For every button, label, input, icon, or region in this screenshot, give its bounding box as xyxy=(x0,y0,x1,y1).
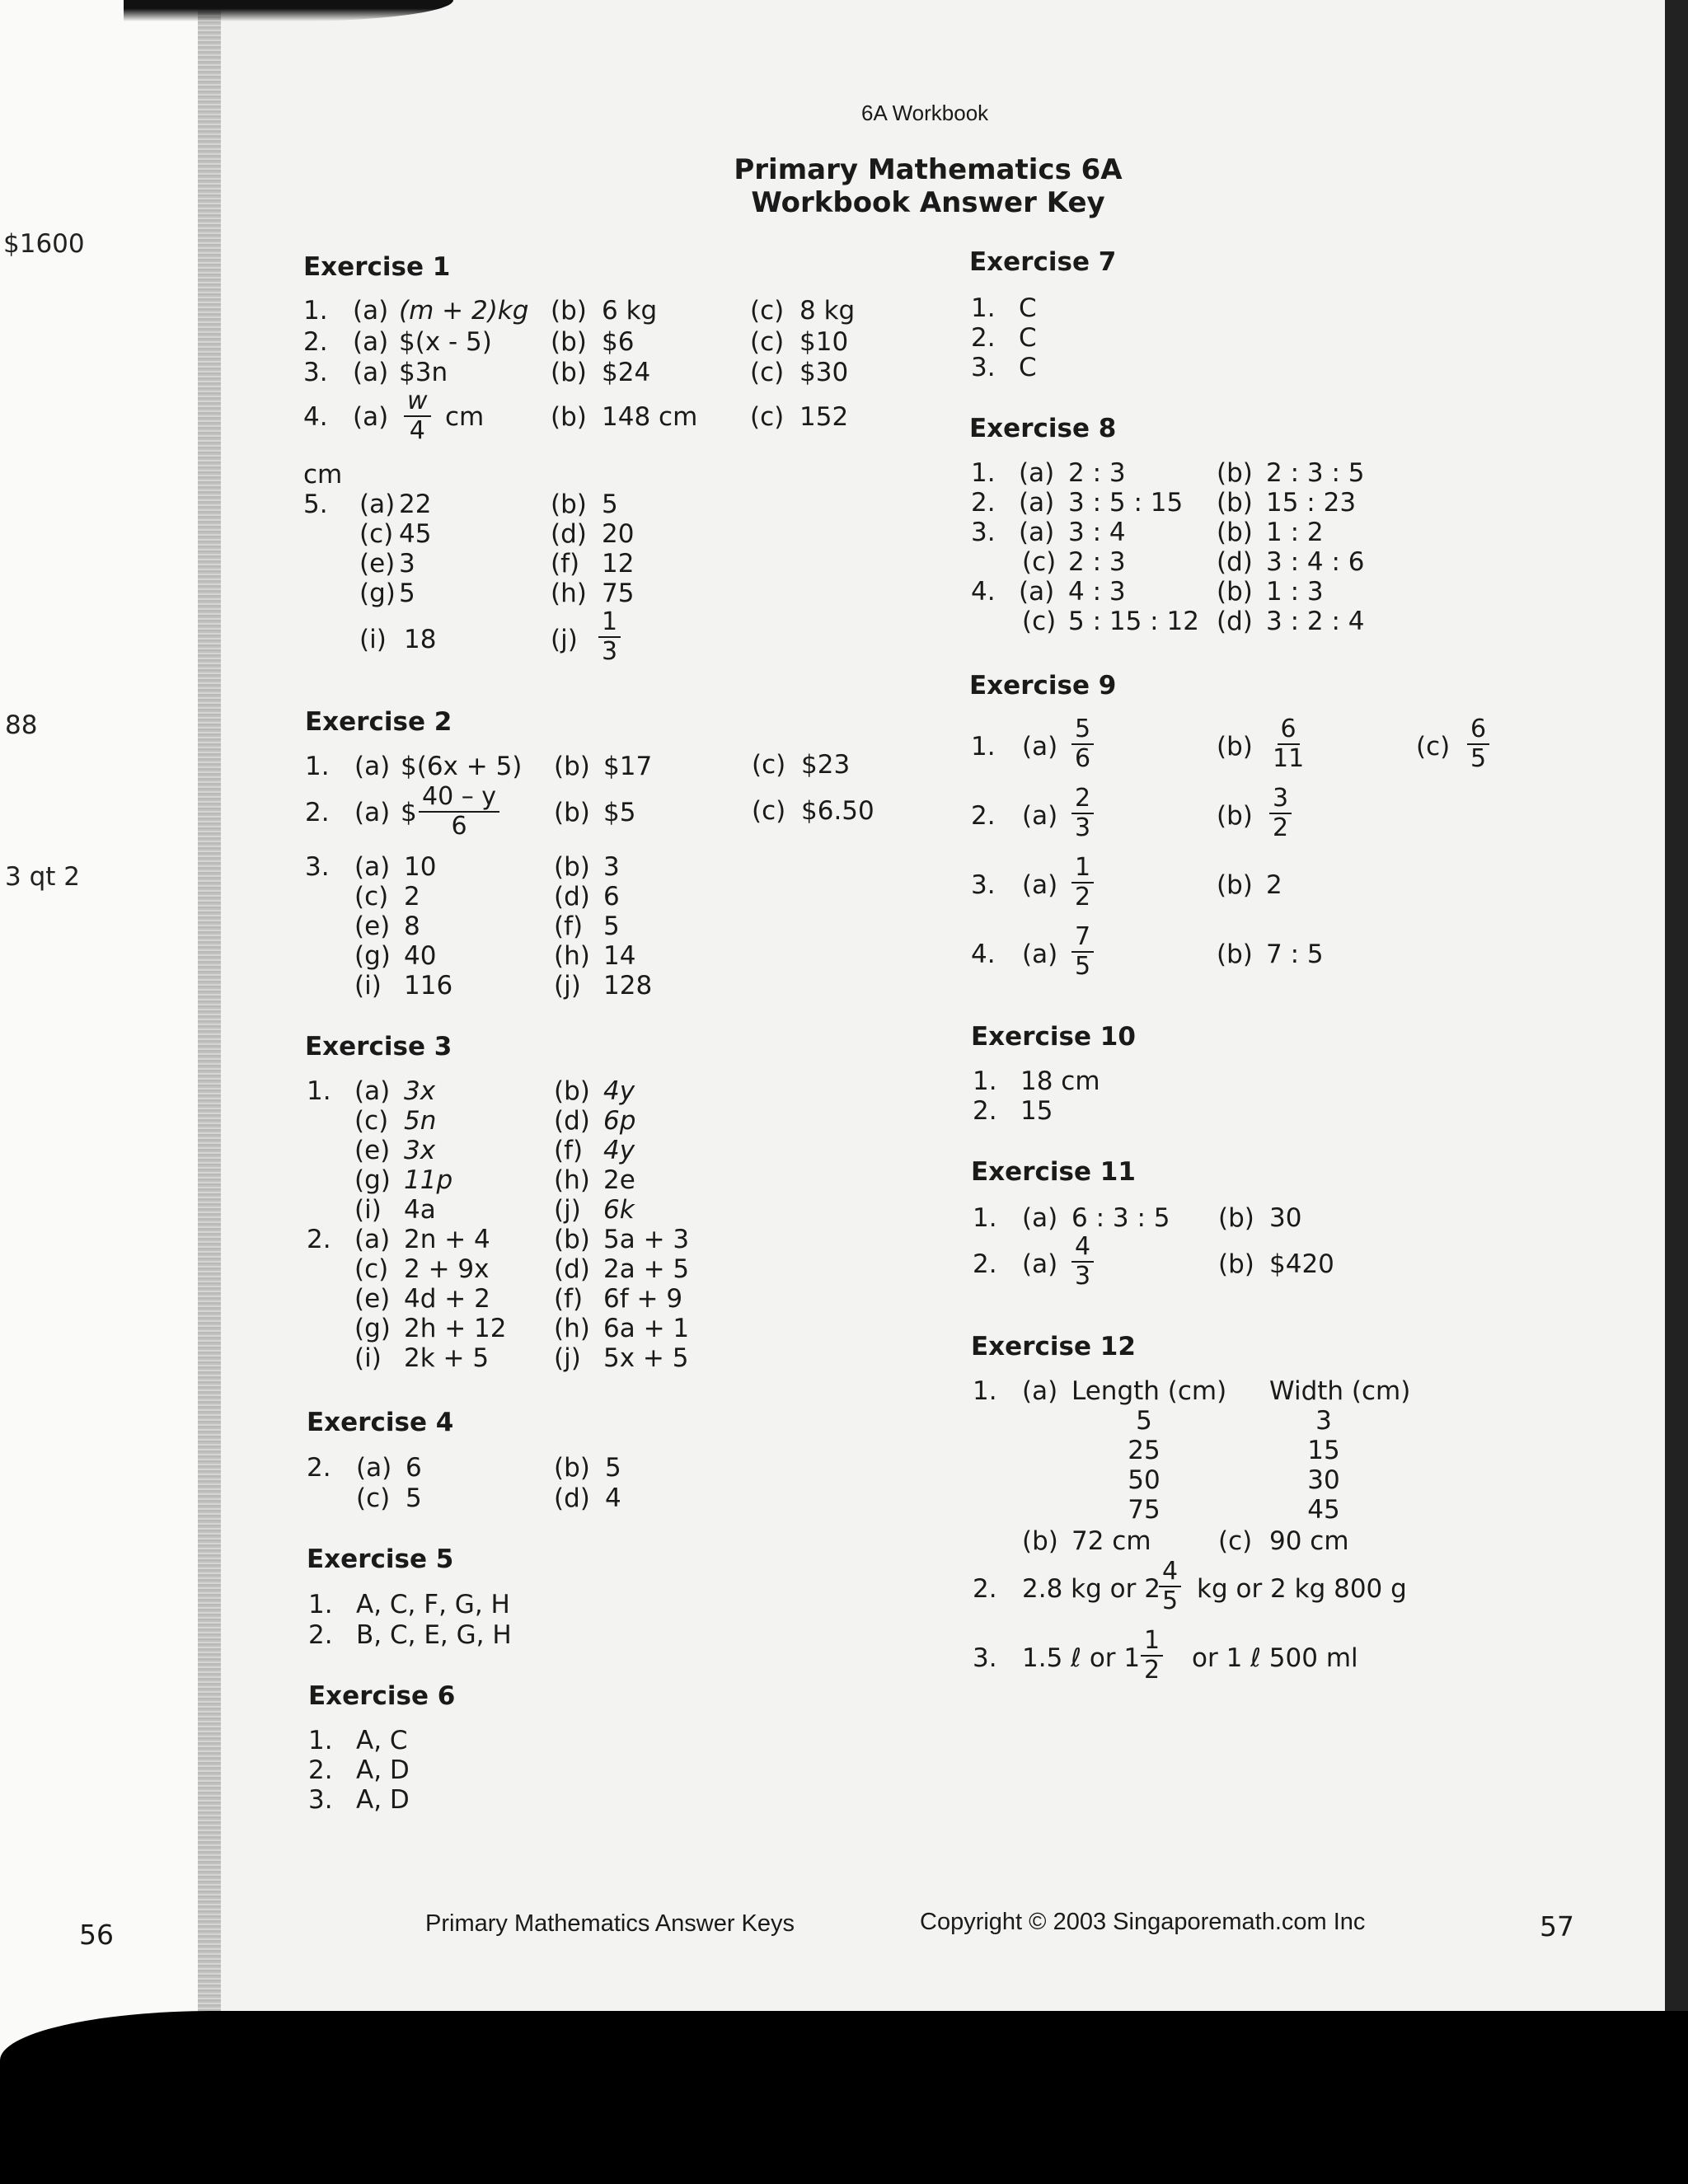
answer: $(6x + 5) xyxy=(401,752,523,781)
item-number: 1. xyxy=(971,293,996,323)
answer: A, D xyxy=(356,1785,410,1815)
answer: 40 xyxy=(404,941,437,971)
part-label: (i) xyxy=(354,1343,382,1373)
part-label: (a) xyxy=(354,752,391,781)
answer: 30 xyxy=(1269,1203,1302,1233)
answer: A, D xyxy=(356,1755,410,1785)
part-label: (f) xyxy=(554,1284,584,1314)
part-label: (b) xyxy=(551,296,587,326)
table-cell: 3 xyxy=(1315,1406,1332,1436)
part-label: (a) xyxy=(1022,1376,1058,1406)
part-label: (a) xyxy=(1022,732,1058,762)
unit: cm xyxy=(445,402,485,432)
answer: 5 xyxy=(602,490,618,519)
answer: 4 : 3 xyxy=(1068,577,1126,607)
answer: 5 xyxy=(406,1483,422,1513)
numerator: 7 xyxy=(1071,923,1094,953)
part-label: (a) xyxy=(1019,518,1055,547)
answer: 6f + 9 xyxy=(603,1284,683,1314)
answer: 6 xyxy=(603,882,620,912)
previous-page-strip xyxy=(0,0,198,2060)
exercise-heading: Exercise 9 xyxy=(969,671,1117,701)
part-label: (f) xyxy=(551,549,580,579)
copyright: Copyright © 2003 Singaporemath.com Inc xyxy=(920,1909,1366,1935)
item-number: 2. xyxy=(973,1574,997,1604)
answer: 2a + 5 xyxy=(603,1254,690,1284)
part-label: (b) xyxy=(554,798,590,827)
fraction xyxy=(1141,1627,1163,1685)
answer: 2n + 4 xyxy=(404,1225,490,1254)
exercise-heading: Exercise 12 xyxy=(971,1332,1136,1361)
answer: 18 cm xyxy=(1020,1066,1100,1096)
denominator: 11 xyxy=(1273,744,1305,773)
exercise-heading: Exercise 10 xyxy=(971,1022,1136,1052)
part-label: (b) xyxy=(551,490,587,519)
answer: 2 : 3 xyxy=(1068,458,1126,488)
part-label: (b) xyxy=(551,358,587,387)
part-label: (c) xyxy=(750,358,785,387)
part-label: (g) xyxy=(359,579,396,608)
numerator: 6 xyxy=(1467,715,1489,745)
fraction xyxy=(1071,785,1094,842)
page-number: 57 xyxy=(1540,1910,1574,1943)
part-label: (b) xyxy=(551,402,587,432)
item-number: 2. xyxy=(308,1620,333,1650)
answer: 2e xyxy=(603,1165,635,1195)
answer: 4y xyxy=(603,1076,635,1106)
scan-edge xyxy=(1665,0,1688,2060)
exercise-heading: Exercise 11 xyxy=(971,1157,1136,1187)
prev-page-note: 88 xyxy=(5,710,38,740)
denominator: 6 xyxy=(1075,744,1091,773)
part-label: (a) xyxy=(356,1453,392,1483)
answer: 6 : 3 : 5 xyxy=(1071,1203,1170,1233)
item-number: 1. xyxy=(973,1203,997,1233)
part-label: (b) xyxy=(1218,1249,1254,1279)
exercise-heading: Exercise 4 xyxy=(307,1408,454,1437)
item-number: 2. xyxy=(973,1096,997,1126)
answer: 14 xyxy=(603,941,636,971)
table-cell: 45 xyxy=(1307,1495,1340,1525)
numerator: 6 xyxy=(1278,715,1300,745)
table-cell: 30 xyxy=(1307,1465,1340,1495)
answer: 2 xyxy=(1266,870,1282,900)
part-label: (b) xyxy=(1218,1203,1254,1233)
part-label: (a) xyxy=(1022,801,1058,831)
answer: 3 : 4 xyxy=(1068,518,1126,547)
part-label: (b) xyxy=(1217,458,1253,488)
part-label: (c) xyxy=(356,1483,391,1513)
footer-title: Primary Mathematics Answer Keys xyxy=(425,1910,795,1937)
answer: 2 xyxy=(404,882,420,912)
item-number: 3. xyxy=(973,1643,997,1673)
item-number: 3. xyxy=(303,358,328,387)
answer: 4d + 2 xyxy=(404,1284,490,1314)
denominator: 3 xyxy=(1075,1262,1091,1291)
part-label: (c) xyxy=(750,327,785,357)
answer: 2 : 3 : 5 xyxy=(1266,458,1365,488)
part-label: (a) xyxy=(1022,1203,1058,1233)
table-cell: 25 xyxy=(1128,1436,1160,1465)
answer: 8 xyxy=(404,912,420,941)
part-label: (b) xyxy=(1217,940,1253,969)
part-label: (a) xyxy=(354,852,391,882)
answer: 3 : 4 : 6 xyxy=(1266,547,1365,577)
part-label: (c) xyxy=(752,796,786,826)
answer: 1 : 3 xyxy=(1266,577,1324,607)
answer: $420 xyxy=(1269,1249,1334,1279)
part-label: (a) xyxy=(1022,1249,1058,1279)
denominator: 5 xyxy=(1162,1586,1179,1615)
answer: kg or 2 kg 800 g xyxy=(1197,1574,1407,1604)
fraction xyxy=(1071,1233,1094,1291)
answer: 6a + 1 xyxy=(603,1314,690,1343)
fraction xyxy=(404,387,431,445)
numerator: 4 xyxy=(1071,1233,1094,1263)
part-label: (d) xyxy=(554,1483,590,1513)
part-label: (a) xyxy=(354,798,391,827)
item-number: 1. xyxy=(971,458,996,488)
answer: 90 cm xyxy=(1269,1526,1349,1556)
answer: 2.8 kg or 2 xyxy=(1022,1574,1160,1604)
part-label: (b) xyxy=(554,852,590,882)
part-label: (c) xyxy=(1218,1526,1253,1556)
book-spine xyxy=(198,0,221,2060)
item-number: 2. xyxy=(305,798,330,827)
denominator: 3 xyxy=(1075,813,1091,842)
answer: $10 xyxy=(799,327,849,357)
part-label: (b) xyxy=(1217,801,1253,831)
denominator: 5 xyxy=(1470,744,1487,773)
answer: 20 xyxy=(602,519,635,549)
part-label: (b) xyxy=(1217,518,1253,547)
part-label: (j) xyxy=(554,971,581,1001)
part-label: (b) xyxy=(554,1225,590,1254)
part-label: (g) xyxy=(354,941,391,971)
answer: 4y xyxy=(603,1136,635,1165)
answer: or 1 ℓ 500 ml xyxy=(1192,1643,1358,1673)
numerator: w xyxy=(404,387,431,417)
answer: 5x + 5 xyxy=(603,1343,689,1373)
part-label: (j) xyxy=(554,1343,581,1373)
denominator: 5 xyxy=(1075,952,1091,981)
answer: 2k + 5 xyxy=(404,1343,490,1373)
part-label: (i) xyxy=(354,971,382,1001)
fraction xyxy=(1159,1558,1181,1615)
answer: 75 xyxy=(602,579,635,608)
answer: 2 + 9x xyxy=(404,1254,490,1284)
part-label: (a) xyxy=(1019,577,1055,607)
part-label: (c) xyxy=(750,296,785,326)
numerator: 1 xyxy=(1141,1627,1163,1657)
fraction xyxy=(1467,715,1489,773)
answer: 22 xyxy=(399,490,432,519)
answer: 15 : 23 xyxy=(1266,488,1357,518)
answer: 1 : 2 xyxy=(1266,518,1324,547)
answer: C xyxy=(1019,353,1037,382)
answer: 6p xyxy=(603,1106,636,1136)
answer: 2h + 12 xyxy=(404,1314,507,1343)
part-label: (a) xyxy=(353,402,389,432)
part-label: (a) xyxy=(353,327,389,357)
answer: 8 kg xyxy=(799,296,856,326)
part-label: (i) xyxy=(354,1195,382,1225)
prev-page-number: 56 xyxy=(79,1919,114,1951)
exercise-heading: Exercise 2 xyxy=(305,707,452,737)
exercise-heading: Exercise 1 xyxy=(303,252,451,282)
part-label: (e) xyxy=(354,912,391,941)
numerator: 3 xyxy=(1269,785,1292,814)
answer: 18 xyxy=(404,625,437,654)
numerator: 4 xyxy=(1159,1558,1181,1587)
item-number: 2. xyxy=(308,1755,333,1785)
scan-shadow xyxy=(124,0,453,21)
answer: 3 : 2 : 4 xyxy=(1266,607,1365,636)
denominator: 6 xyxy=(451,812,467,841)
part-label: (i) xyxy=(359,625,387,654)
answer: 6 kg xyxy=(602,296,658,326)
fraction xyxy=(598,608,621,666)
part-label: (d) xyxy=(1217,547,1253,577)
answer: 5 xyxy=(399,579,415,608)
exercise-heading: Exercise 6 xyxy=(308,1681,456,1711)
item-number: 5. xyxy=(303,490,328,519)
part-label: (b) xyxy=(1217,488,1253,518)
item-number: 1. xyxy=(307,1076,331,1106)
item-number: 4. xyxy=(303,402,328,432)
page-title: Primary Mathematics 6A xyxy=(734,153,1123,186)
answer: 4 xyxy=(605,1483,621,1513)
answer: $3n xyxy=(399,358,448,387)
table-cell: 15 xyxy=(1307,1436,1340,1465)
denominator: 4 xyxy=(409,416,425,445)
item-number: 4. xyxy=(971,577,996,607)
part-label: (e) xyxy=(354,1284,391,1314)
table-cell: 5 xyxy=(1136,1406,1152,1436)
item-number: 1. xyxy=(303,296,328,326)
item-number: 1. xyxy=(308,1590,333,1619)
part-label: (a) xyxy=(353,358,389,387)
item-number: 2. xyxy=(971,323,996,353)
answer: 11p xyxy=(404,1165,453,1195)
part-label: (a) xyxy=(353,296,389,326)
answer: 3 : 5 : 15 xyxy=(1068,488,1184,518)
scan-background xyxy=(0,2011,1688,2184)
part-label: (c) xyxy=(750,402,785,432)
answer: 3x xyxy=(404,1136,436,1165)
part-label: (c) xyxy=(1022,607,1057,636)
fraction xyxy=(1071,715,1094,773)
table-header-width: Width (cm) xyxy=(1269,1376,1411,1406)
answer: 5a + 3 xyxy=(603,1225,690,1254)
item-number: 3. xyxy=(305,852,330,882)
answer: 3x xyxy=(404,1076,436,1106)
item-number: 4. xyxy=(971,940,996,969)
part-label: (d) xyxy=(554,882,590,912)
part-label: (f) xyxy=(554,1136,584,1165)
fraction xyxy=(1269,715,1307,773)
part-label: (b) xyxy=(1217,732,1253,762)
answer: 116 xyxy=(404,971,453,1001)
exercise-heading: Exercise 7 xyxy=(969,247,1117,277)
part-label: (c) xyxy=(1022,547,1057,577)
numerator: 5 xyxy=(1071,715,1094,745)
part-label: (a) xyxy=(354,1225,391,1254)
table-header-length: Length (cm) xyxy=(1071,1376,1227,1406)
part-label: (d) xyxy=(554,1254,590,1284)
answer: $5 xyxy=(603,798,636,827)
numerator: 2 xyxy=(1071,785,1094,814)
answer: $6 xyxy=(602,327,635,357)
part-label: (b) xyxy=(554,1076,590,1106)
part-label: (a) xyxy=(1022,940,1058,969)
answer: $6.50 xyxy=(801,796,874,826)
part-label: (c) xyxy=(354,882,389,912)
item-number: 2. xyxy=(303,327,328,357)
answer: 15 xyxy=(1020,1096,1053,1126)
answer: 5 xyxy=(603,912,620,941)
fraction xyxy=(1071,923,1094,981)
table-cell: 50 xyxy=(1128,1465,1160,1495)
part-label: (g) xyxy=(354,1314,391,1343)
answer: 6k xyxy=(603,1195,635,1225)
item-number: 3. xyxy=(971,870,996,900)
exercise-heading: Exercise 8 xyxy=(969,414,1117,443)
answer: A, C, F, G, H xyxy=(356,1590,510,1619)
answer: C xyxy=(1019,323,1037,353)
item-number: 3. xyxy=(308,1785,333,1815)
fraction xyxy=(1071,854,1094,912)
denominator: 2 xyxy=(1273,813,1289,842)
part-label: (b) xyxy=(551,327,587,357)
part-label: (f) xyxy=(554,912,584,941)
item-number: 2. xyxy=(971,488,996,518)
wrapped-unit: cm xyxy=(303,460,343,490)
answer: 45 xyxy=(399,519,432,549)
denominator: 3 xyxy=(602,637,618,666)
item-number: 2. xyxy=(307,1225,331,1254)
answer: 152 xyxy=(799,402,849,432)
part-label: (h) xyxy=(554,941,590,971)
answer: $30 xyxy=(799,358,849,387)
answer: 3 xyxy=(399,549,415,579)
item-number: 2. xyxy=(971,801,996,831)
part-label: (e) xyxy=(354,1136,391,1165)
part-label: (j) xyxy=(551,625,578,654)
answer: $23 xyxy=(801,750,851,780)
answer: 5 : 15 : 12 xyxy=(1068,607,1199,636)
answer: 2 : 3 xyxy=(1068,547,1126,577)
answer: 3 xyxy=(603,852,620,882)
part-label: (b) xyxy=(1217,870,1253,900)
answer: 12 xyxy=(602,549,635,579)
part-label: (b) xyxy=(554,1453,590,1483)
part-label: (h) xyxy=(554,1165,590,1195)
part-label: (a) xyxy=(359,490,396,519)
denominator: 2 xyxy=(1075,883,1091,912)
part-label: (j) xyxy=(554,1195,581,1225)
item-number: 3. xyxy=(971,353,996,382)
part-label: (b) xyxy=(1022,1526,1058,1556)
part-label: (c) xyxy=(354,1254,389,1284)
numerator: 40 – y xyxy=(419,783,499,813)
answer: 72 cm xyxy=(1071,1526,1151,1556)
part-label: (a) xyxy=(1022,870,1058,900)
answer: 128 xyxy=(603,971,653,1001)
item-number: 3. xyxy=(971,518,996,547)
answer: 1.5 ℓ or 1 xyxy=(1022,1643,1141,1673)
page-subtitle: Workbook Answer Key xyxy=(751,186,1105,219)
part-label: (d) xyxy=(1217,607,1253,636)
answer: (m + 2)kg xyxy=(399,296,529,326)
part-label: (h) xyxy=(551,579,587,608)
answer-currency: $ xyxy=(401,798,417,827)
part-label: (a) xyxy=(1019,488,1055,518)
part-label: (c) xyxy=(1416,732,1451,762)
prev-page-note: 3 qt 2 xyxy=(5,862,80,892)
part-label: (d) xyxy=(554,1106,590,1136)
item-number: 2. xyxy=(973,1249,997,1279)
fraction xyxy=(1269,785,1292,842)
answer: 6 xyxy=(406,1453,422,1483)
item-number: 1. xyxy=(305,752,330,781)
item-number: 2. xyxy=(307,1453,331,1483)
numerator: 1 xyxy=(598,608,621,638)
part-label: (b) xyxy=(1217,577,1253,607)
part-label: (a) xyxy=(354,1076,391,1106)
table-cell: 75 xyxy=(1128,1495,1160,1525)
part-label: (a) xyxy=(1019,458,1055,488)
part-label: (e) xyxy=(359,549,396,579)
part-label: (c) xyxy=(354,1106,389,1136)
item-number: 1. xyxy=(971,732,996,762)
answer: 10 xyxy=(404,852,437,882)
exercise-heading: Exercise 5 xyxy=(307,1544,454,1574)
answer: 7 : 5 xyxy=(1266,940,1324,969)
part-label: (g) xyxy=(354,1165,391,1195)
part-label: (b) xyxy=(554,752,590,781)
answer: $(x - 5) xyxy=(399,327,492,357)
answer: C xyxy=(1019,293,1037,323)
answer: A, C xyxy=(356,1726,408,1755)
numerator: 1 xyxy=(1071,854,1094,883)
answer: $24 xyxy=(602,358,651,387)
denominator: 2 xyxy=(1144,1656,1160,1685)
item-number: 1. xyxy=(973,1376,997,1406)
answer: 5n xyxy=(404,1106,437,1136)
item-number: 1. xyxy=(973,1066,997,1096)
answer: B, C, E, G, H xyxy=(356,1620,512,1650)
answer: $17 xyxy=(603,752,653,781)
item-number: 1. xyxy=(308,1726,333,1755)
running-head: 6A Workbook xyxy=(861,101,989,125)
prev-page-note: $1600 xyxy=(3,229,85,259)
exercise-heading: Exercise 3 xyxy=(305,1032,452,1062)
answer: 4a xyxy=(404,1195,436,1225)
part-label: (d) xyxy=(551,519,587,549)
part-label: (c) xyxy=(359,519,394,549)
part-label: (h) xyxy=(554,1314,590,1343)
part-label: (c) xyxy=(752,750,786,780)
answer: 5 xyxy=(605,1453,621,1483)
fraction xyxy=(419,783,499,841)
answer: 148 cm xyxy=(602,402,698,432)
